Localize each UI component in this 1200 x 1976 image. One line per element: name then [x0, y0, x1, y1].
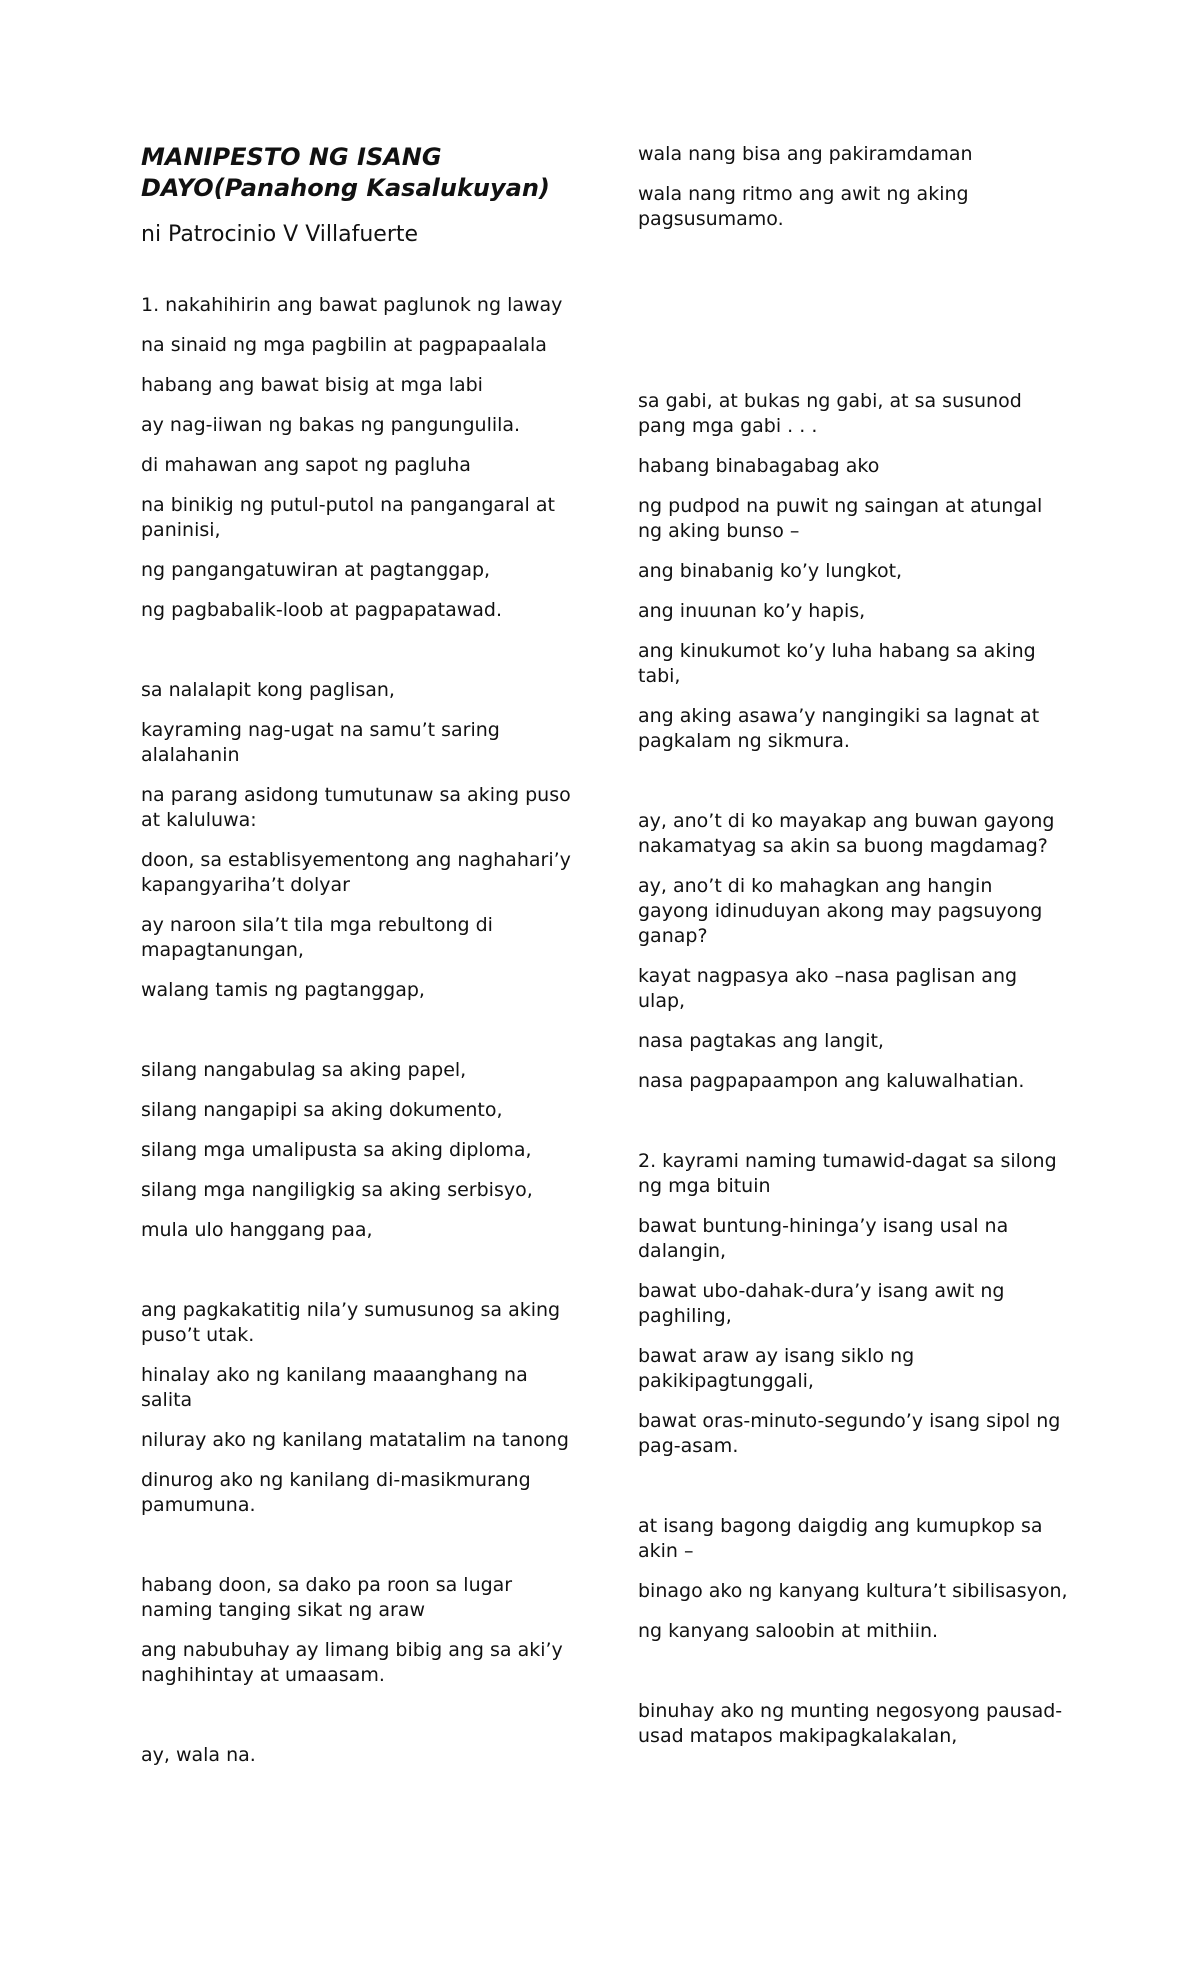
poem-line: niluray ako ng kanilang matatalim na tanong	[141, 1429, 569, 1451]
stanza	[141, 678, 571, 1003]
poem-line: 1. nakahihirin ang bawat paglunok ng laway	[141, 294, 563, 316]
stanza	[638, 1514, 1068, 1644]
poem-line: habang binabagabag ako	[638, 455, 880, 477]
poem-line: na sinaid ng mga pagbilin at pagpapaalala	[141, 334, 547, 356]
poem-author: ni Patrocinio V Villafuerte	[141, 222, 419, 247]
poem-line: ang aking asawa’y nangingiki sa lagnat at pagkalam ng sikmura.	[638, 705, 1040, 752]
poem-line: kayat nagpasya ako –nasa paglisan ang ulap,	[638, 965, 1018, 1012]
poem-line: doon, sa establisyementong ang naghahari’y kapangyariha’t dolyar	[141, 849, 571, 896]
poem-line: bawat ubo-dahak-dura’y isang awit ng paghiling,	[638, 1280, 1005, 1327]
poem-line: dinurog ako ng kanilang di-masikmurang pamumuna.	[141, 1469, 531, 1516]
stanza	[638, 809, 1068, 1094]
poem-line: sa nalalapit kong paglisan,	[141, 679, 395, 701]
poem-line: ng pangangatuwiran at pagtanggap,	[141, 559, 491, 581]
stanza	[141, 1058, 571, 1243]
poem-line: kayraming nag-ugat na samu’t saring alalahanin	[141, 719, 500, 766]
poem-line: silang mga umalipusta sa aking diploma,	[141, 1139, 532, 1161]
poem-title: MANIPESTO NG ISANG DAYO(Panahong Kasalukuyan)	[141, 143, 550, 202]
poem-line: binuhay ako ng munting negosyong pausad-usad matapos makipagkalakalan,	[638, 1700, 1063, 1747]
right-column	[638, 142, 1068, 1764]
poem-line: ng kanyang saloobin at mithiin.	[638, 1620, 939, 1642]
poem-line: hinalay ako ng kanilang maaanghang na salita	[141, 1364, 528, 1411]
poem-line: ang inuunan ko’y hapis,	[638, 600, 866, 622]
poem-line: at isang bagong daigdig ang kumupkop sa akin –	[638, 1515, 1043, 1562]
poem-line: ay naroon sila’t tila mga rebultong di mapagtanungan,	[141, 914, 493, 961]
left-column	[141, 142, 571, 1783]
poem-line: sa gabi, at bukas ng gabi, at sa susunod pang mga gabi . . .	[638, 390, 1022, 437]
poem-line: silang mga nangiligkig sa aking serbisyo,	[141, 1179, 533, 1201]
poem-line: bawat oras-minuto-segundo’y isang sipol ng pag-asam.	[638, 1410, 1061, 1457]
poem-line: ng pudpod na puwit ng saingan at atungal ng aking bunso –	[638, 495, 1043, 542]
stanza	[638, 389, 1068, 754]
poem-line: silang nangabulag sa aking papel,	[141, 1059, 467, 1081]
poem-line: ay, wala na.	[141, 1744, 256, 1766]
poem-line: nasa pagpapaampon ang kaluwalhatian.	[638, 1070, 1025, 1092]
poem-line: di mahawan ang sapot ng pagluha	[141, 454, 471, 476]
poem-line: bawat araw ay isang siklo ng pakikipagtunggali,	[638, 1345, 915, 1392]
stanza	[638, 1699, 1068, 1749]
poem-line: na binikig ng putul-putol na pangangaral at paninisi,	[141, 494, 555, 541]
stanza	[141, 1298, 571, 1518]
stanza	[141, 1573, 571, 1688]
poem-line: binago ako ng kanyang kultura’t sibilisasyon,	[638, 1580, 1068, 1602]
poem-line: na parang asidong tumutunaw sa aking puso at kaluluwa:	[141, 784, 571, 831]
poem-line: ay, ano’t di ko mahagkan ang hangin gayong idinuduyan akong may pagsuyong ganap?	[638, 875, 1043, 947]
stanza	[141, 1743, 571, 1768]
poem-line: ay, ano’t di ko mayakap ang buwan gayong nakamatyag sa akin sa buong magdamag?	[638, 810, 1055, 857]
poem-line: mula ulo hanggang paa,	[141, 1219, 373, 1241]
poem-line: wala nang ritmo ang awit ng aking pagsusumamo.	[638, 183, 969, 230]
poem-line: walang tamis ng pagtanggap,	[141, 979, 425, 1001]
poem-line: ay nag-iiwan ng bakas ng pangungulila.	[141, 414, 521, 436]
poem-line: ng pagbabalik-loob at pagpapatawad.	[141, 599, 503, 621]
poem-line: habang doon, sa dako pa roon sa lugar naming tanging sikat ng araw	[141, 1574, 513, 1621]
poem-line: bawat buntung-hininga’y isang usal na dalangin,	[638, 1215, 1009, 1262]
poem-line: nasa pagtakas ang langit,	[638, 1030, 884, 1052]
poem-line: ang pagkakatitig nila’y sumusunog sa aking puso’t utak.	[141, 1299, 561, 1346]
poem-line: ang binabanig ko’y lungkot,	[638, 560, 903, 582]
stanza	[638, 1149, 1068, 1459]
poem-line: ang kinukumot ko’y luha habang sa aking tabi,	[638, 640, 1036, 687]
poem-line: ang nabubuhay ay limang bibig ang sa aki’y naghihintay at umaasam.	[141, 1639, 563, 1686]
poem-line: 2. kayrami naming tumawid-dagat sa silong ng mga bituin	[638, 1150, 1057, 1197]
poem-line: habang ang bawat bisig at mga labi	[141, 374, 483, 396]
poem-line: wala nang bisa ang pakiramdaman	[638, 143, 973, 165]
stanza	[141, 293, 571, 623]
poem-line: silang nangapipi sa aking dokumento,	[141, 1099, 503, 1121]
stanza	[638, 142, 1068, 232]
